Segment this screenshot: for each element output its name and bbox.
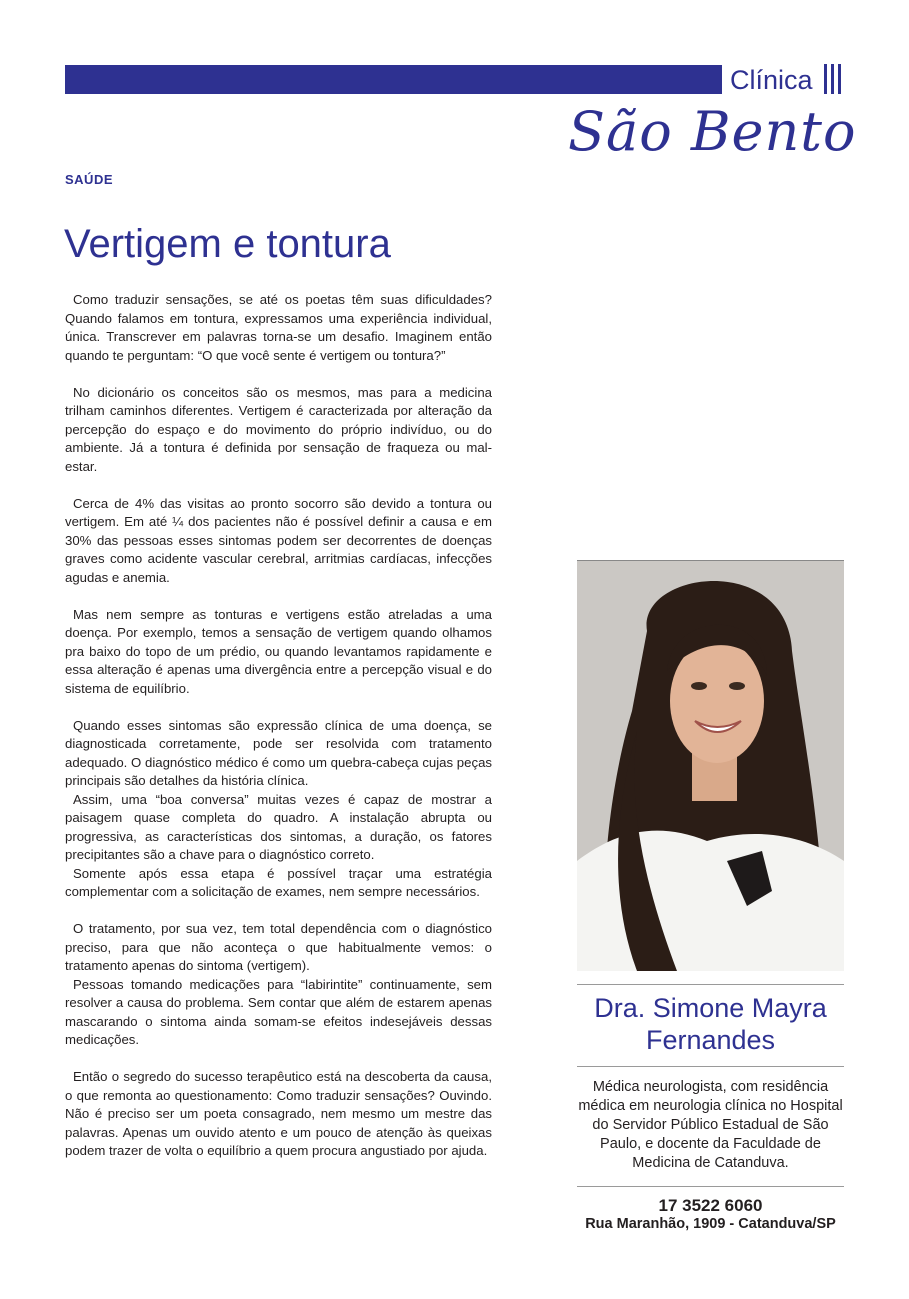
article-title: Vertigem e tontura [64, 222, 391, 266]
doctor-name [577, 992, 844, 1056]
divider [577, 1066, 844, 1067]
doctor-name-line1: Dra. Simone Mayra [594, 993, 827, 1023]
article-paragraph: Quando esses sintomas são expressão clínica de uma doença, se diagnosticada corretamente, pode ser resolvida com tratamento adequado. O diagnóstico médico é como um quebra-cabeça cujas peças principais são detalhes da história clínica. [65, 717, 492, 788]
doctor-name-line2: Fernandes [645, 1025, 776, 1055]
brand-sao-bento-logo: São Bento [568, 100, 857, 163]
divider [577, 984, 844, 985]
brand-bars-ornament [821, 64, 847, 94]
article-paragraph: Pessoas tomando medicações para “labirintite” continuamente, sem resolver a causa do problema. Sem contar que além de estarem apenas mascarando o sintoma ainda somam-se efeitos indesejáveis dessas medicações. [65, 976, 492, 1047]
header-bar [65, 65, 820, 94]
article-paragraph: Cerca de 4% das visitas ao pronto socorro são devido a tontura ou vertigem. Em até ¼ dos pacientes não é possível definir a causa e em 30% das pessoas esses sintomas podem ser decorrentes de doenças graves como acidente vascular cerebral, arritmias cardíacas, infecções agudas e anemia. [65, 495, 492, 585]
brand-clinica-label: Clínica [722, 63, 822, 97]
article-paragraph: No dicionário os conceitos são os mesmos, mas para a medicina trilham caminhos diferentes. Vertigem é caracterizada por alteração da percepção do espaço e do movimento do próprio indivíduo, ou do ambiente. Já a tontura é definida por sensação de fraqueza ou mal-estar. [65, 384, 492, 474]
article-body [65, 291, 492, 1161]
contact-phone: 17 3522 6060 [658, 1196, 763, 1215]
article-paragraph: Mas nem sempre as tonturas e vertigens estão atreladas a uma doença. Por exemplo, temos a sensação de vertigem quando olhamos pra baixo do topo de um prédio, ou quando levantamos rapidamente e essa alteração é apenas uma divergência entre a percepção visual e do sistema de equilíbrio. [65, 606, 492, 696]
contact-address: Rua Maranhão, 1909 - Catanduva/SP [585, 1216, 836, 1232]
section-label: SAÚDE [65, 172, 114, 187]
article-paragraph: Assim, uma “boa conversa” muitas vezes é capaz de mostrar a paisagem quase completa do quadro. A instalação abrupta ou progressiva, as características dos sintomas, a duração, os fatores precipitantes são a chave para o diagnóstico correto. [65, 791, 492, 862]
article-paragraph: Então o segredo do sucesso terapêutico está na descoberta da causa, o que remonta ao questionamento: Como traduzir sensações? Ouvindo. Não é preciso ser um poeta consagrado, nem mesmo um mestre das palavras. Apenas um ouvido atento e um pouco de atenção às queixas podem trazer de volta o equilíbrio a quem procura angustiado por ajuda. [65, 1069, 492, 1158]
doctor-portrait-illustration [577, 561, 844, 971]
article-paragraph: Como traduzir sensações, se até os poetas têm suas dificuldades? Quando falamos em tontura, expressamos uma experiência individual, única. Transcrever em palavras torna-se um desafio. Imaginem então quando te perguntam: “O que você sente é vertigem ou tontura?” [65, 292, 492, 363]
doctor-bio: Médica neurologista, com residência médica em neurologia clínica no Hospital do Servidor Público Estadual de São Paulo, e docente da Faculdade de Medicina de Catanduva. [578, 1079, 843, 1171]
divider [577, 1186, 844, 1187]
article-paragraph: Somente após essa etapa é possível traçar uma estratégia complementar com a solicitação de exames, nem sempre necessários. [65, 865, 492, 899]
doctor-photo [577, 560, 844, 971]
article-paragraph: O tratamento, por sua vez, tem total dependência com o diagnóstico preciso, para que não aconteça o que habitualmente vemos: o tratamento apenas do sintoma (vertigem). [65, 921, 492, 973]
